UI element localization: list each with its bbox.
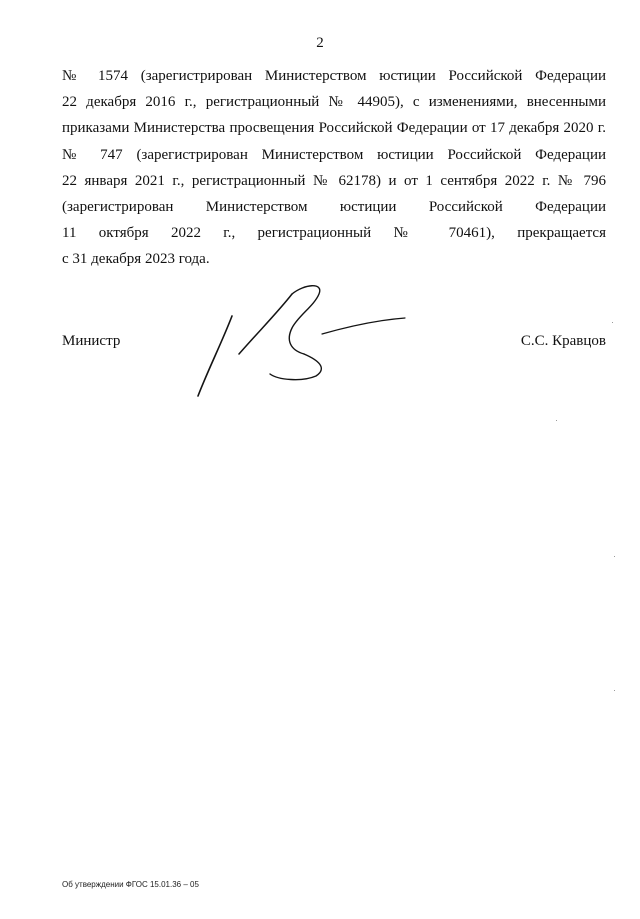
scan-speck bbox=[612, 322, 613, 323]
signer-title: Министр bbox=[62, 333, 121, 349]
text-line-7: 11 октября 2022 г., регистрационный № 70461), прекращается bbox=[62, 225, 606, 242]
page-number: 2 bbox=[316, 35, 324, 51]
text-line-3: приказами Министерства просвещения Российской Федерации от 17 декабря 2020 г. bbox=[62, 120, 606, 137]
signature-stroke-3 bbox=[289, 286, 319, 354]
text-line-6: (зарегистрирован Министерством юстиции Российской Федерации bbox=[62, 198, 606, 215]
text-line-5: 22 января 2021 г., регистрационный № 62178) и от 1 сентября 2022 г. № 796 bbox=[62, 172, 606, 189]
body-paragraph bbox=[62, 63, 606, 273]
text-line-2: 22 декабря 2016 г., регистрационный № 44905), с изменениями, внесенными bbox=[62, 94, 606, 111]
text-line-8: с 31 декабря 2023 года. bbox=[62, 251, 210, 268]
signature-stroke-4 bbox=[270, 354, 321, 380]
signature-stroke-1 bbox=[198, 316, 232, 396]
signature-stroke-2 bbox=[239, 294, 292, 354]
scan-speck bbox=[556, 420, 557, 421]
text-line-1: № 1574 (зарегистрирован Министерством юстиции Российской Федерации bbox=[62, 68, 606, 84]
footer-note: Об утверждении ФГОС 15.01.36 – 05 bbox=[62, 880, 199, 889]
signature-stroke-5 bbox=[322, 318, 405, 334]
signer-name: С.С. Кравцов bbox=[520, 333, 606, 349]
text-line-4: № 747 (зарегистрирован Министерством юстиции Российской Федерации bbox=[62, 146, 606, 163]
scan-speck bbox=[614, 556, 615, 557]
scan-speck bbox=[614, 690, 615, 691]
handwritten-signature bbox=[190, 282, 415, 402]
